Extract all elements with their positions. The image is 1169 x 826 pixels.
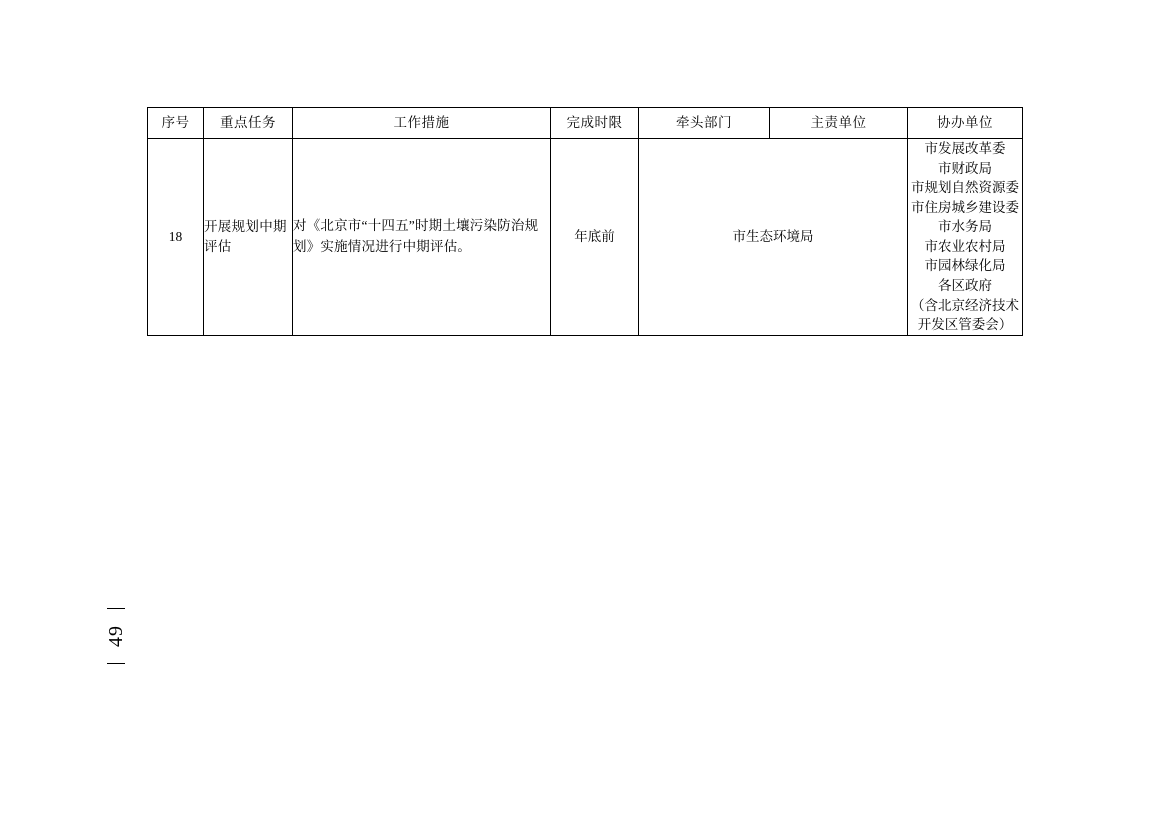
cell-task-text: 开展规划中期评估 [204,218,287,254]
cooperating-line: 市规划自然资源委 [911,180,1019,196]
table-header-row [148,108,1023,139]
cooperating-line: 市财政局 [938,160,992,176]
header-cell-lead: 牵头部门 [639,108,770,139]
header-cell-deadline: 完成时限 [551,108,639,139]
task-table [147,107,1023,336]
page-number-value: 49 [104,625,127,647]
cooperating-line: 市发展改革委 [924,141,1006,156]
cooperating-line: 开发区管委会） [917,317,1013,333]
cooperating-line: 市水务局 [938,219,992,235]
header-cell-responsible: 主责单位 [770,108,908,139]
cell-measure [293,139,551,336]
cooperating-line: （含北京经济技术 [911,297,1019,313]
cell-measure-text: 对《北京市“十四五”时期土壤污染防治规划》实施情况进行中期评估。 [293,217,539,254]
page-number-dash-bottom [107,663,125,664]
cell-lead: 市生态环境局 [639,139,908,336]
table-row [148,139,1023,336]
header-cell-measure: 工作措施 [293,108,551,139]
header-cell-no: 序号 [148,108,204,139]
header-cell-cooperating: 协办单位 [908,108,1023,139]
page-number-dash-top [107,608,125,609]
cell-deadline: 年底前 [551,139,639,336]
cell-task [204,139,293,336]
cell-cooperating [908,139,1023,336]
cooperating-line: 市农业农村局 [924,238,1006,254]
cooperating-line: 市住房城乡建设委 [911,199,1019,215]
page-number [96,608,136,703]
cooperating-line: 市园林绿化局 [924,258,1006,274]
cooperating-line: 各区政府 [938,277,992,293]
cell-no: 18 [148,139,204,336]
header-cell-task: 重点任务 [204,108,293,139]
